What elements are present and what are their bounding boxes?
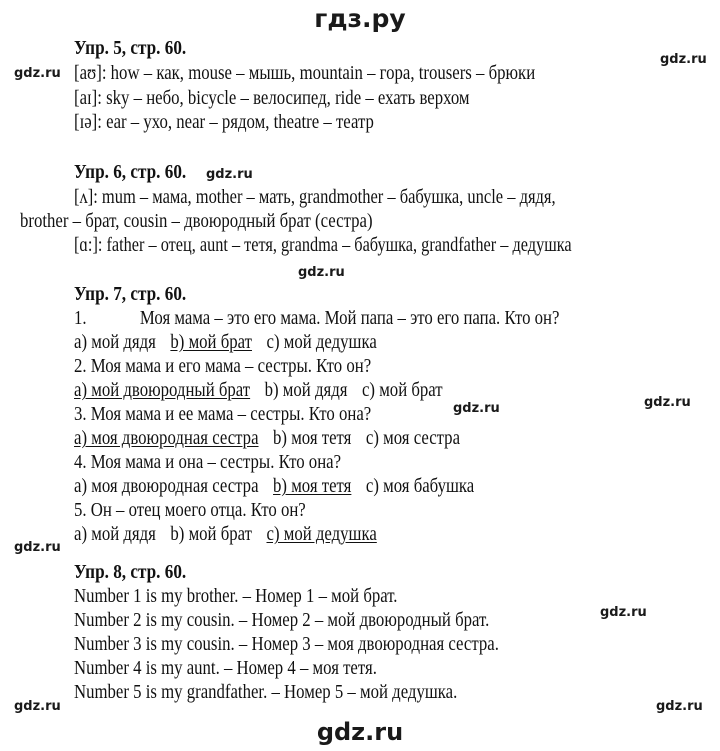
watermark: gdz.ru xyxy=(656,699,703,714)
watermark: gdz.ru xyxy=(14,699,61,714)
options-4 xyxy=(74,476,474,498)
exercise-heading: Упр. 6, стр. 60. xyxy=(74,162,187,183)
text-line: Number 4 is my aunt. – Номер 4 – моя тетя. xyxy=(74,658,377,679)
watermark: gdz.ru xyxy=(14,540,61,555)
text-line: Number 3 is my cousin. – Номер 3 – моя двоюродная сестра. xyxy=(74,634,499,655)
option-correct: с) мой дедушка xyxy=(266,524,377,545)
option: с) моя бабушка xyxy=(365,476,475,497)
site-title: гдз.ру xyxy=(314,4,406,33)
exercise-heading: Упр. 8, стр. 60. xyxy=(74,562,187,583)
watermark: gdz.ru xyxy=(660,52,707,67)
question-3: 3. Моя мама и ее мама – сестры. Кто она? xyxy=(74,404,372,425)
option: с) мой дедушка xyxy=(266,332,377,353)
options-3 xyxy=(74,428,460,450)
option-correct: b) моя тетя xyxy=(273,476,352,497)
watermark: gdz.ru xyxy=(644,395,691,410)
option: с) моя сестра xyxy=(365,428,461,449)
text-line: [ɑ:]: father – отец, aunt – тетя, grandma – бабушка, grandfather – дедушка xyxy=(74,235,572,256)
exercise-heading: Упр. 7, стр. 60. xyxy=(74,284,187,305)
option-correct: а) моя двоюродная сестра xyxy=(74,428,259,449)
watermark: gdz.ru xyxy=(600,605,647,620)
question-4: 4. Моя мама и она – сестры. Кто она? xyxy=(74,452,342,473)
question-2: 2. Моя мама и его мама – сестры. Кто он? xyxy=(74,356,372,377)
option-correct: b) мой брат xyxy=(170,332,252,353)
watermark: gdz.ru xyxy=(14,66,61,81)
exercise-heading: Упр. 5, стр. 60. xyxy=(74,38,187,59)
question-number: 1. xyxy=(74,308,87,329)
option: а) моя двоюродная сестра xyxy=(74,476,259,497)
text-line: Number 1 is my brother. – Номер 1 – мой брат. xyxy=(74,586,398,607)
option-correct: а) мой двоюродный брат xyxy=(74,380,251,401)
text-line: Number 2 is my cousin. – Номер 2 – мой двоюродный брат. xyxy=(74,610,490,631)
question-5: 5. Он – отец моего отца. Кто он? xyxy=(74,500,306,521)
text-line: [aʊ]: how – как, mouse – мышь, mountain – гора, trousers – брюки xyxy=(74,63,536,84)
question-1 xyxy=(74,308,559,330)
option: с) мой брат xyxy=(361,380,443,401)
option: b) мой брат xyxy=(170,524,252,545)
text-line: [ɪə]: ear – ухо, near – рядом, theatre – театр xyxy=(74,112,374,133)
options-2 xyxy=(74,380,443,402)
options-1 xyxy=(74,332,377,354)
option: а) мой дядя xyxy=(74,332,156,353)
option: b) мой дядя xyxy=(264,380,348,401)
option: а) мой дядя xyxy=(74,524,156,545)
question-text: Моя мама – это его мама. Мой папа – это его папа. Кто он? xyxy=(139,308,560,329)
options-5 xyxy=(74,524,377,546)
text-line: [ʌ]: mum – мама, mother – мать, grandmother – бабушка, uncle – дядя, xyxy=(74,187,556,208)
text-line: [aɪ]: sky – небо, bicycle – велосипед, ride – ехать верхом xyxy=(74,88,470,109)
option: b) моя тетя xyxy=(273,428,352,449)
watermark: gdz.ru xyxy=(206,167,253,182)
text-line: Number 5 is my grandfather. – Номер 5 – мой дедушка. xyxy=(74,682,458,703)
text-line: brother – брат, cousin – двоюродный брат (сестра) xyxy=(20,211,373,232)
watermark: gdz.ru xyxy=(453,401,500,416)
footer-watermark: gdz.ru xyxy=(316,718,404,746)
watermark: gdz.ru xyxy=(298,265,345,280)
